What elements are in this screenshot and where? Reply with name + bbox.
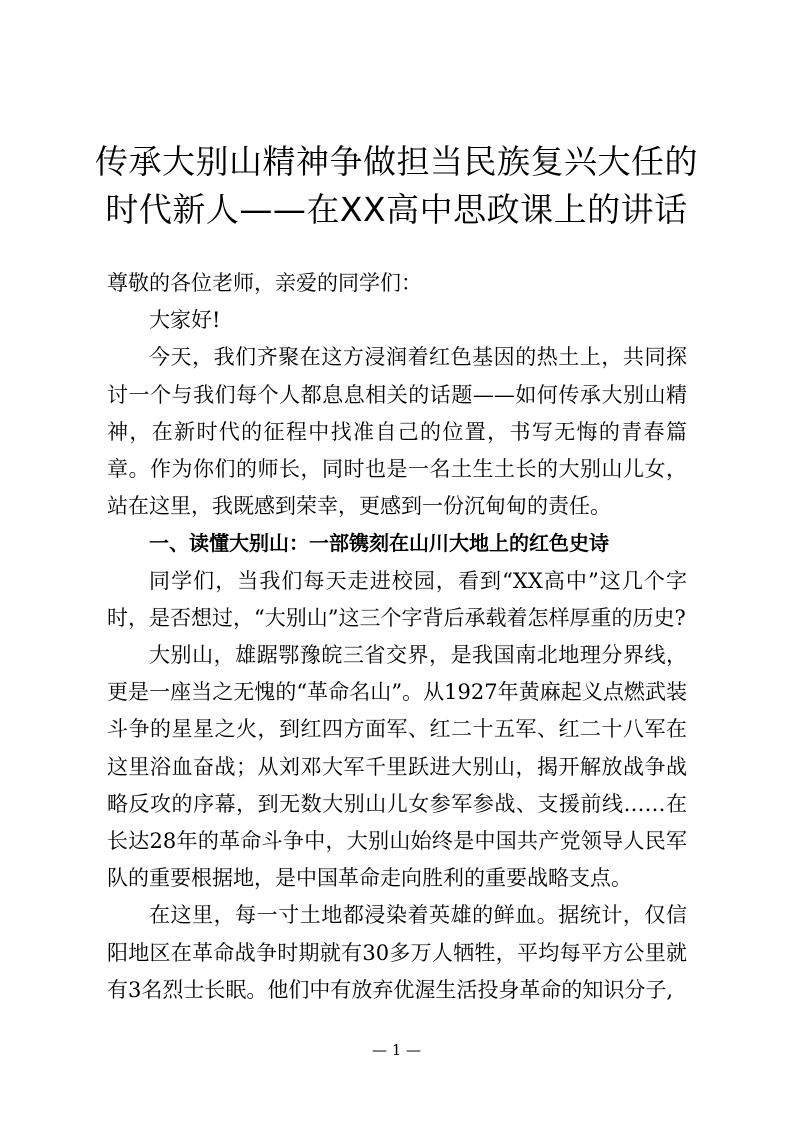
title-line-1: 传承大别山精神争做担当民族复兴大任的 [95,142,698,181]
section-heading-1: 一、读懂大别山：一部镌刻在山川大地上的红色史诗 [149,531,609,556]
section1-paragraph-1: 同学们，当我们每天走进校园，看到“XX高中”这几个字时，是否想过，“大别山”这三个字背后承载着怎样厚重的历史? [107,568,687,630]
section1-paragraph-2: 大别山，雄踞鄂豫皖三省交界，是我国南北地理分界线，更是一座当之无愧的“革命名山”。从1927年黄麻起义点燃武装斗争的星星之火，到红四方面军、红二十五军、红二十八军在这里浴血奋战；从刘邓大军千里跃进大别山，揭开解放战争战略反攻的序幕，到无数大别山儿女参军参战、支援前线……在长达28年的革命斗争中，大别山始终是中国共产党领导人民军队的重要根据地，是中国革命走向胜利的重要战略支点。 [107,643,687,891]
section1-paragraph-3: 在这里，每一寸土地都浸染着英雄的鲜血。据统计，仅信阳地区在革命战争时期就有30多万人牺牲，平均每平方公里就有3名烈士长眠。他们中有放弃优渥生活投身革命的知识分子, [107,903,687,1002]
greeting: 大家好! [149,308,221,333]
page-number: — 1 — [371,1041,422,1059]
intro-paragraph: 今天，我们齐聚在这方浸润着红色基因的热土上，共同探讨一个与我们每个人都息息相关的话题——如何传承大别山精神，在新时代的征程中找准自己的位置，书写无悔的青春篇章。作为你们的师长，同时也是一名土生土长的大别山儿女，站在这里，我既感到荣幸，更感到一份沉甸甸的责任。 [107,345,687,519]
title-line-2: 时代新人——在XX高中思政课上的讲话 [105,190,688,229]
document-title [90,138,703,234]
salutation: 尊敬的各位老师，亲爱的同学们： [107,271,422,295]
document-body [107,265,687,1009]
